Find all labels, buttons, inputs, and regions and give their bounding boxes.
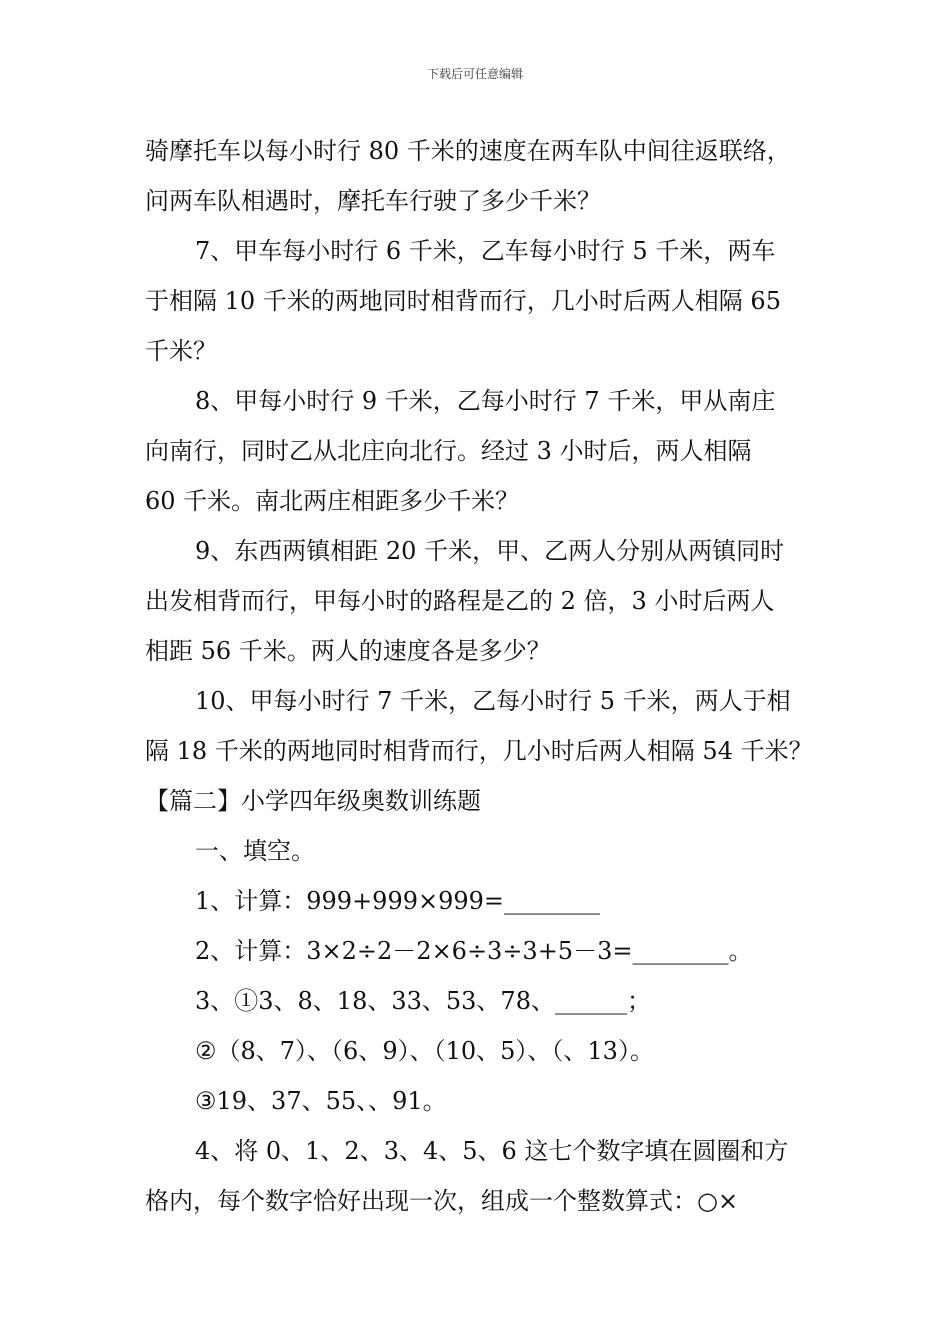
text-line: 问两车队相遇时，摩托车行驶了多少千米？ <box>145 187 601 215</box>
text-line: 骑摩托车以每小时行 80 千米的速度在两车队中间往返联络， <box>145 137 791 165</box>
text-line: 相距 56 千米。两人的速度各是多少？ <box>145 637 551 665</box>
fill-blank-3a: 3、①3、8、18、33、53、78、______； <box>195 987 651 1015</box>
fill-blank-1: 1、计算：999+999×999=________ <box>195 887 601 915</box>
text-line: 60 千米。南北两庄相距多少千米？ <box>145 487 520 515</box>
fill-blank-4: 4、将 0、1、2、3、4、5、6 这七个数字填在圆圈和方 <box>195 1137 789 1165</box>
page-header: 下载后可任意编辑 <box>426 67 523 81</box>
subsection-heading: 一、填空。 <box>195 837 315 865</box>
problem-8-line: 8、甲每小时行 9 千米，乙每小时行 7 千米，甲从南庄 <box>195 387 776 415</box>
fill-blank-3c: ③19、37、55、、91。 <box>195 1087 447 1115</box>
document-body <box>145 126 825 1226</box>
text-line: 出发相背而行，甲每小时的路程是乙的 2 倍，3 小时后两人 <box>145 587 775 615</box>
fill-blank-3b: ②（8、7）、（6、9）、（10、5）、（、13）。 <box>195 1037 654 1065</box>
problem-10-line: 10、甲每小时行 7 千米，乙每小时行 5 千米，两人于相 <box>195 687 791 715</box>
fill-blank-2: 2、计算：3×2÷2－2×6÷3÷3+5－3=________。 <box>195 937 753 965</box>
text-line: 隔 18 千米的两地同时相背而行，几小时后两人相隔 54 千米？ <box>145 737 813 765</box>
text-line: 格内，每个数字恰好出现一次，组成一个整数算式：○× <box>145 1187 739 1215</box>
text-line: 千米？ <box>145 337 217 365</box>
text-line: 于相隔 10 千米的两地同时相背而行，几小时后两人相隔 65 <box>145 287 781 315</box>
section-heading: 【篇二】小学四年级奥数训练题 <box>145 787 481 815</box>
text-line: 向南行，同时乙从北庄向北行。经过 3 小时后，两人相隔 <box>145 437 752 465</box>
problem-9-line: 9、东西两镇相距 20 千米，甲、乙两人分别从两镇同时 <box>195 537 785 565</box>
problem-7-line: 7、甲车每小时行 6 千米，乙车每小时行 5 千米，两车 <box>195 237 776 265</box>
